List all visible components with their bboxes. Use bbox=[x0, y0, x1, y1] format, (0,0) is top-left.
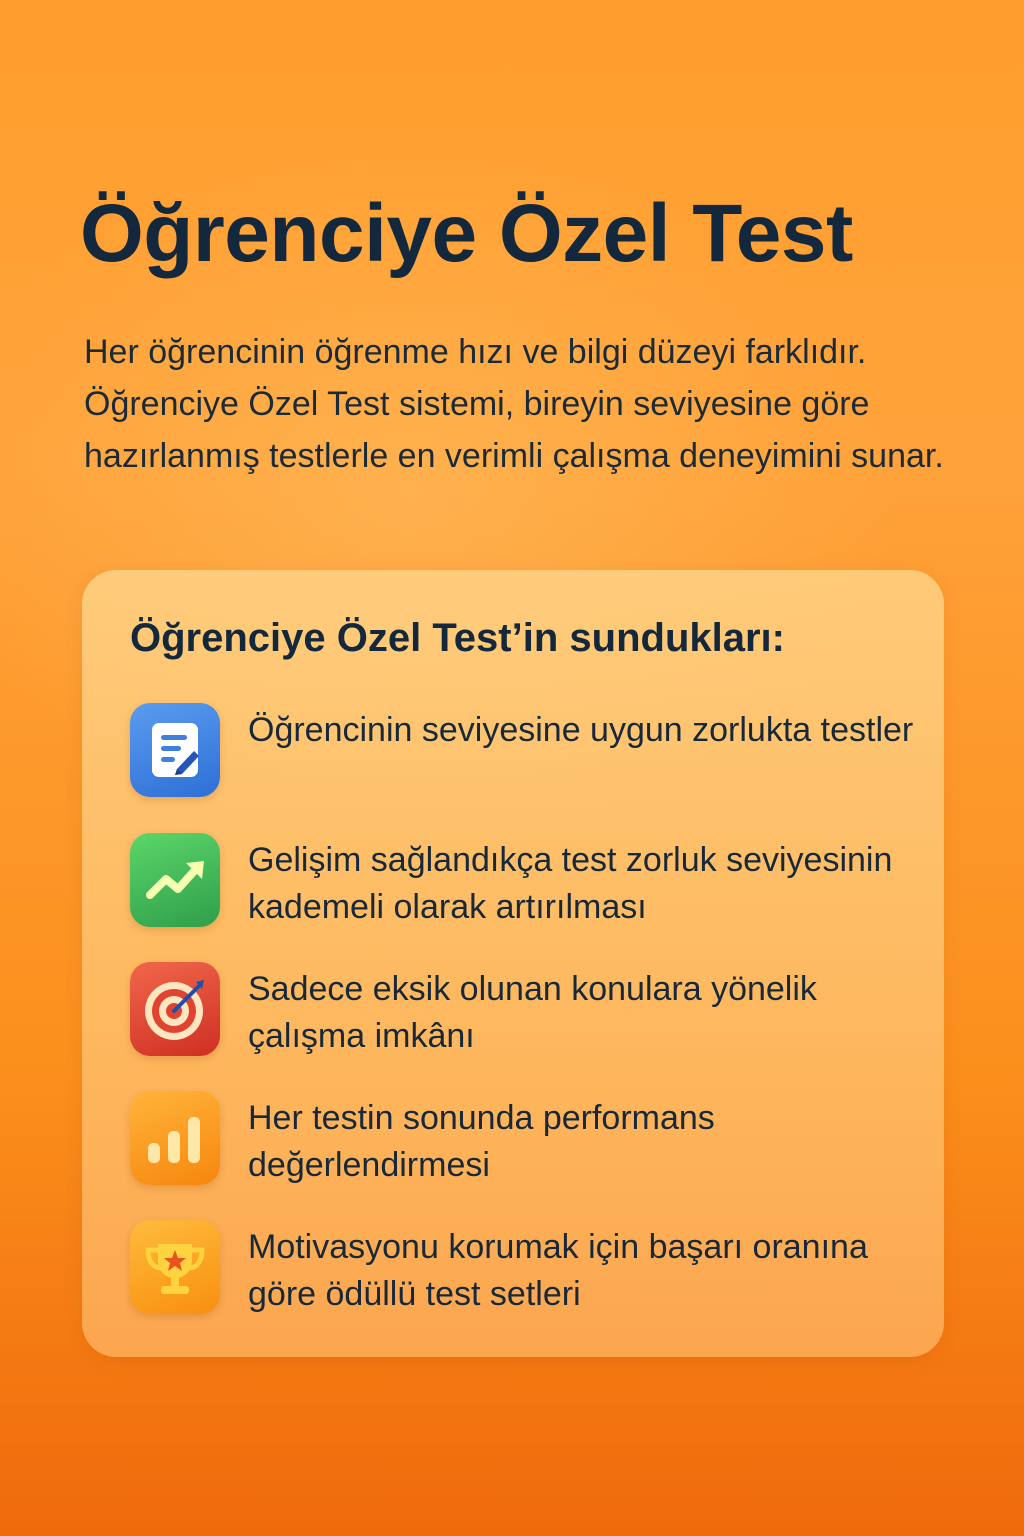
trending-up-icon bbox=[130, 833, 220, 927]
bar-chart-icon bbox=[130, 1091, 220, 1185]
page-title: Öğrenciye Özel Test bbox=[80, 188, 853, 279]
feature-item-level-tests bbox=[130, 703, 920, 799]
feature-text: Her testin sonunda performans değerlendirmesi bbox=[248, 1099, 715, 1184]
feature-item-missing-topics bbox=[130, 962, 920, 1058]
feature-text: Öğrencinin seviyesine uygun zorlukta testler bbox=[248, 711, 914, 749]
feature-text: Sadece eksik olunan konulara yönelik çalışma imkânı bbox=[248, 970, 817, 1055]
intro-paragraph: Her öğrencinin öğrenme hızı ve bilgi düzeyi farklıdır. Öğrenciye Özel Test sistemi, bireyin seviyesine göre hazırlanmış testlerle en verimli çalışma deneyimini sunar. bbox=[84, 333, 944, 475]
feature-text: Gelişim sağlandıkça test zorluk seviyesinin kademeli olarak artırılması bbox=[248, 841, 893, 926]
feature-item-progressive-difficulty bbox=[130, 833, 920, 929]
card-title: Öğrenciye Özel Test’in sundukları: bbox=[130, 616, 785, 660]
features-card bbox=[82, 570, 944, 1357]
trophy-icon bbox=[130, 1220, 220, 1314]
feature-item-reward-sets bbox=[130, 1220, 920, 1316]
feature-item-performance-review bbox=[130, 1091, 920, 1187]
feature-text: Motivasyonu korumak için başarı oranına göre ödüllü test setleri bbox=[248, 1228, 868, 1313]
document-edit-icon bbox=[130, 703, 220, 797]
target-icon bbox=[130, 962, 220, 1056]
